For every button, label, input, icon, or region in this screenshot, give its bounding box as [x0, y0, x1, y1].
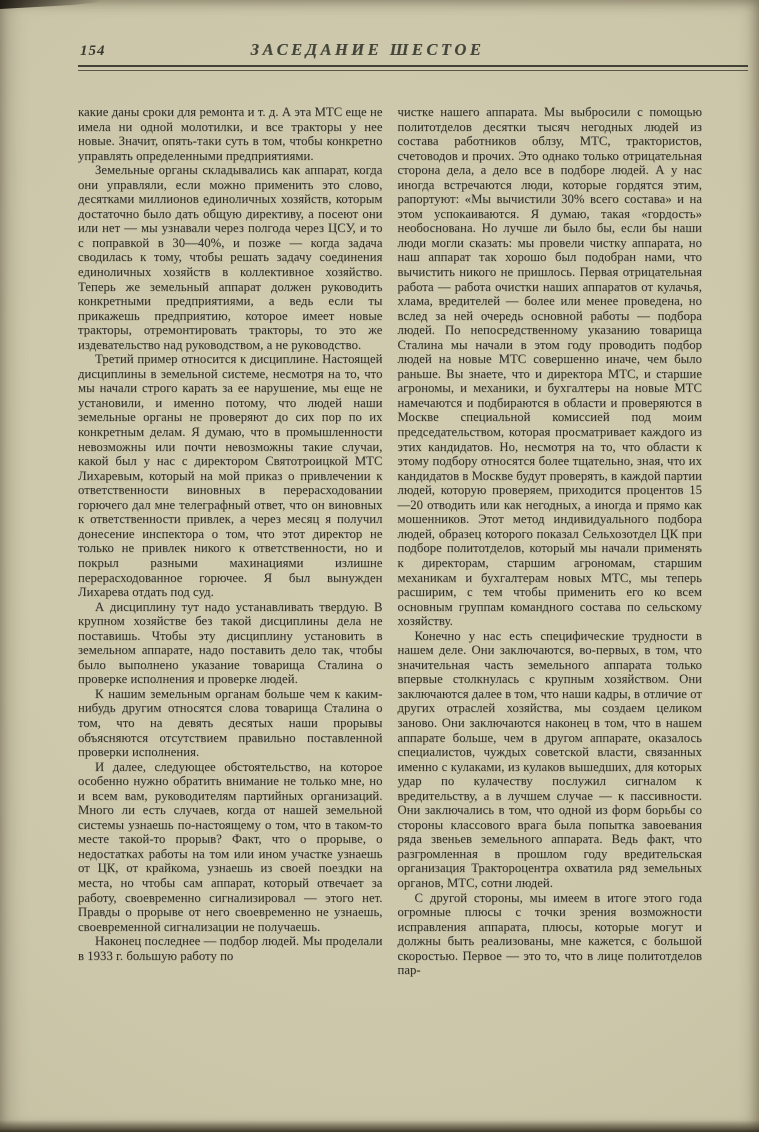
- scan-edge-bottom: [0, 1120, 759, 1132]
- paragraph: Земельные органы складывались как аппарат, когда они управляли, если можно применить это слово, десятками миллионов единоличных хозяйств, которым достаточно было дать общую директиву, а посеют они или нет — мы узнавали через полгода через ЦСУ, и то с поправкой в 30—40%, и позже — когда задача сводилась к тому, чтобы решать задачу соединения единоличных хозяйств в коллективное хозяйство. Теперь же земельный аппарат должен руководить конкретными предприятиями, а ведь если ты прикажешь предприятию, которое имеет новые тракторы, отремонтировать тракторы, то это же издевательство над руководством, а не руководство.: [78, 163, 383, 352]
- scan-edge-top: [0, 0, 120, 9]
- paragraph: Третий пример относится к дисциплине. Настоящей дисциплины в земельной системе, несмотря на то, что мы начали строго карать за ее нарушение, мы еще не установили, и именно потому, что людей наши земельные органы не проверяют до сих пор по их конкретным делам. Я думаю, что в промышленности невозможны или почти невозможны такие случаи, какой был у нас с директором Святотроицкой МТС Лихаревым, который на мой приказ о привлечении к ответственности виновных в перерасходовании горючего дал мне телеграфный ответ, что он виновных к ответственности привлек, а через месяц я получил донесение инспектора о том, что этот директор не только не привлек никого к ответственности, но и покрыл разными махинациями излишне перерасходованное горючее. Я был вынужден Лихарева отдать под суд.: [78, 352, 383, 600]
- paragraph: И далее, следующее обстоятельство, на которое особенно нужно обратить внимание не только мне, но и всем вам, руководителям партийных организаций. Много ли есть случаев, когда от нашей земельной системы узнаешь по-настоящему о том, что в таком-то месте такой-то прорыв? Факт, что о прорыве, о недостатках работы на том или ином участке узнаешь от ЦК, от крайкома, узнаешь из своей поездки на места, но чтобы сам аппарат, который отвечает за работу, своевременно сигнализировал — этого нет. Правды о прорыве от него своевременно не узнаешь, своевременной сигнализации не получаешь.: [78, 759, 383, 934]
- header-rule: [78, 65, 748, 71]
- paragraph: К нашим земельным органам больше чем к каким-нибудь другим относятся слова товарища Сталина о том, что на девять десятых наши прорывы объясняются отсутствием правильно поставленной проверки исполнения.: [78, 686, 383, 760]
- page-header: [78, 36, 702, 60]
- paragraph: какие даны сроки для ремонта и т. д. А эта МТС еще не имела ни одной молотилки, и все тракторы у нее новые. Значит, опять-таки суть в том, чтобы конкретно управлять определенными предприятиями.: [78, 105, 383, 163]
- paragraph: А дисциплину тут надо устанавливать твердую. В крупном хозяйстве без такой дисциплины дела не поставишь. Чтобы эту дисциплину установить в земельном аппарате, надо поставить дело так, чтобы было выполнено указание товарища Сталина о проверке исполнения и проверке людей.: [78, 599, 383, 687]
- right-column: [398, 105, 703, 978]
- paragraph: чистке нашего аппарата. Мы выбросили с помощью политотделов десятки тысяч негодных людей из состава работников облзу, МТС, трактористов, счетоводов и прочих. Это однако только отрицательная сторона дела, а дело все в подборе людей. А у нас иногда встречаются люди, которые гордятся этим, рапортуют: «Мы вычистили 30% всего состава» и на этом успокаиваются. Я думаю, такая «гордость» необоснована. Но лучше ли было бы, если бы наши люди могли сказать: мы провели чистку аппарата, но наш аппарат так хорошо был подобран нами, что вычистить никого не пришлось. Первая отрицательная работа — работа очистки наших аппаратов от кулачья, хлама, вредителей — более или менее проведена, но вслед за ней очередь основной работы — подбора людей. По непосредственному указанию товарища Сталина мы начали в этом году проводить подбор людей на новые МТС совершенно иначе, чем было раньше. Вы знаете, что и директора МТС, и старшие агрономы, и механики, и бухгалтеры на новые МТС намечаются и подбираются в области и проверяются в Москве специальной комиссией под моим председательством, которая просматривает каждого из этих кандидатов. Но, несмотря на то, что области к этому подбору относятся более тщательно, зная, что их кандидатов в Москве будут проверять, в каждой партии людей, которую проверяем, приходится процентов 15—20 отводить или как негодных, а иногда и прямо как мошенников. Этот метод индивидуального подбора людей, образец которого показал Сельхозотдел ЦК при подборе политотделов, который мы начали применять к директорам, старшим агрономам, старшим механикам и бухгалтерам новых МТС, мы теперь расширим, с тем чтобы применить его ко всем основным группам командного состава по сельскому хозяйству.: [397, 105, 702, 629]
- text-columns: [78, 105, 702, 978]
- page-number: 154: [80, 43, 106, 59]
- paragraph: Конечно у нас есть специфические трудности в нашем деле. Они заключаются, во-первых, в том, что значительная часть земельного аппарата только впервые столкнулась с крупным хозяйством. Они заключаются далее в том, что наши кадры, в отличие от других отраслей хозяйства, мы создаем целиком заново. Они заключаются наконец в том, что в нашем аппарате больше, чем в другом аппарате, оказалось специалистов, чуждых советской власти, связанных именно с кулаками, из кулаков вышедших, для которых удар по кулачеству послужил сигналом к вредительству, а в лучшем случае — к пассивности. Они заключались в том, что одной из форм борьбы со стороны классового врага была попытка завоевания ряда звеньев земельного аппарата. Ведь факт, что разгромленная в прошлом году вредительская организация Трактороцентра охватила ряд земельных органов, МТС, сотни людей.: [397, 628, 703, 890]
- paragraph: Наконец последнее — подбор людей. Мы проделали в 1933 г. большую работу по: [78, 934, 383, 963]
- paragraph: С другой стороны, мы имеем в итоге этого года огромные плюсы с точки зрения возможности исправления аппарата, плюсы, которые могут и должны быть реализованы, мне кажется, с большой скоростью. Первое — это то, что в лице политотделов пар-: [397, 890, 702, 978]
- left-column: [78, 105, 383, 978]
- header-title: ЗАСЕДАНИЕ ШЕСТОЕ: [250, 40, 485, 59]
